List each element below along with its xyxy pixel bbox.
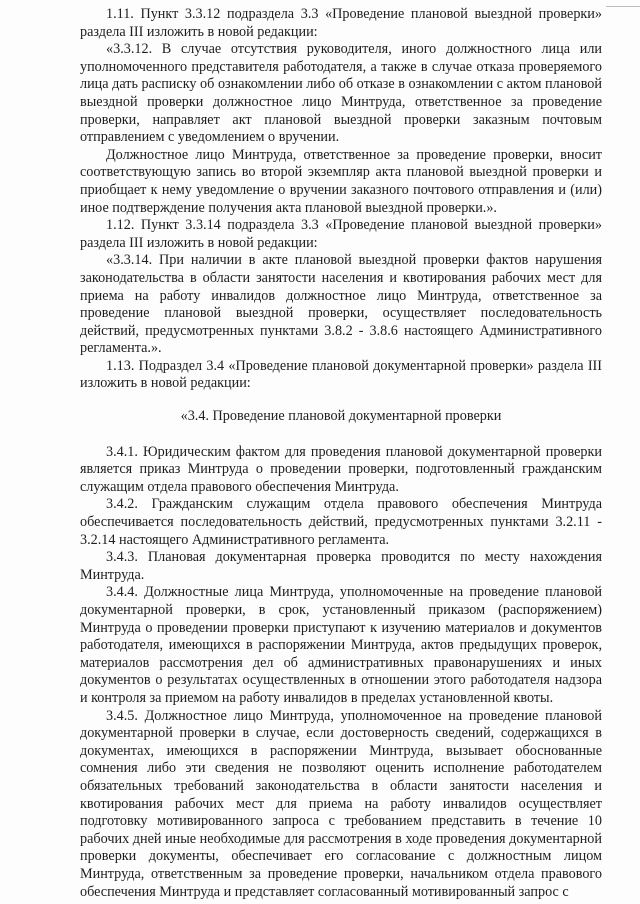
paragraph-3-3-12: «3.3.12. В случае отсутствия руководителя, иного должностного лица или уполномоченного представителя работодателя, а также в случае отказа проверяемого лица дать расписку об ознакомлении либо об отказе в ознакомлении с актом плановой выездной проверки должностное лицо Минтруда, ответственное за проведение проверки, направляет акт плановой выездной проверки заказным почтовым отправлением с уведомлением о вручении. — [80, 41, 602, 146]
paragraph-3-4-1: 3.4.1. Юридическим фактом для проведения плановой документарной проверки является приказ Минтруда о проведении проверки, подготовленный гражданским служащим отдела правового обеспечения Минтруда. — [80, 443, 602, 495]
paragraph-1-11: 1.11. Пункт 3.3.12 подраздела 3.3 «Проведение плановой выездной проверки» раздела III изложить в новой редакции: — [80, 6, 602, 40]
paragraph-1-13: 1.13. Подраздел 3.4 «Проведение плановой документарной проверки» раздела III изложить в новой редакции: — [80, 357, 602, 392]
paragraph-3-4-5: 3.4.5. Должностное лицо Минтруда, уполномоченное на проведение плановой документарной проверки в случае, если достоверность сведений, содержащихся в документах, имеющихся в распоряжении Минтруда, вызывает обоснованные сомнения либо эти сведения не позволяют оценить исполнение работодателем обязательных требований законодательства в области занятости населения и квотирования рабочих мест для приема на работу инвалидов осуществляет подготовку мотивированного запроса с требованием представить в течение 10 рабочих дней иные необходимые для рассмотрения в ходе проведения документарной проверки документы, обеспечивает его согласование с должностным лицом Минтруда, ответственным за проведение проверки, начальником отдела правового обеспечения Минтруда и представляет согласованный мотивированный запрос с — [80, 707, 602, 900]
document-body — [80, 6, 602, 901]
paragraph-3-3-12-continued: Должностное лицо Минтруда, ответственное за проведение проверки, вносит соответствующую запись во второй экземпляр акта плановой выездной проверки и приобщает к нему уведомление о вручении заказного почтового отправления и (или) иное подтверждение получения акта плановой выездной проверки.». — [80, 146, 602, 216]
paragraph-3-4-4: 3.4.4. Должностные лица Минтруда, уполномоченные на проведение плановой документарной проверки, в срок, установленный приказом (распоряжением) Минтруда о проведении проверки приступают к изучению материалов и документов работодателя, имеющихся в распоряжении Минтруда, актов предыдущих проверок, материалов рассмотрения дел об административных правонарушениях и иных документов о результатах осуществленных в отношении этого работодателя надзора и контроля за приемом на работу инвалидов в пределах установленной квоты. — [80, 584, 602, 706]
scan-edge-mark — [606, 6, 640, 7]
paragraph-3-3-14: «3.3.14. При наличии в акте плановой выездной проверки фактов нарушения законодательства в области занятости населения и квотирования рабочих мест для приема на работу инвалидов должностное лицо Минтруда, ответственное за проведение плановой выездной проверки, осуществляет последовательность действий, предусмотренных пунктами 3.8.2 - 3.8.6 настоящего Административного регламента.». — [80, 252, 602, 357]
paragraph-3-4-2: 3.4.2. Гражданским служащим отдела правового обеспечения Минтруда обеспечивается последовательность действий, предусмотренных пунктами 3.2.11 - 3.2.14 настоящего Административного регламента. — [80, 496, 602, 548]
section-heading-3-4: «3.4. Проведение плановой документарной проверки — [180, 408, 502, 425]
paragraph-3-4-3: 3.4.3. Плановая документарная проверка проводится по месту нахождения Минтруда. — [80, 549, 602, 583]
paragraph-1-12: 1.12. Пункт 3.3.14 подраздела 3.3 «Проведение плановой выездной проверки» раздела III изложить в новой редакции: — [80, 217, 602, 251]
